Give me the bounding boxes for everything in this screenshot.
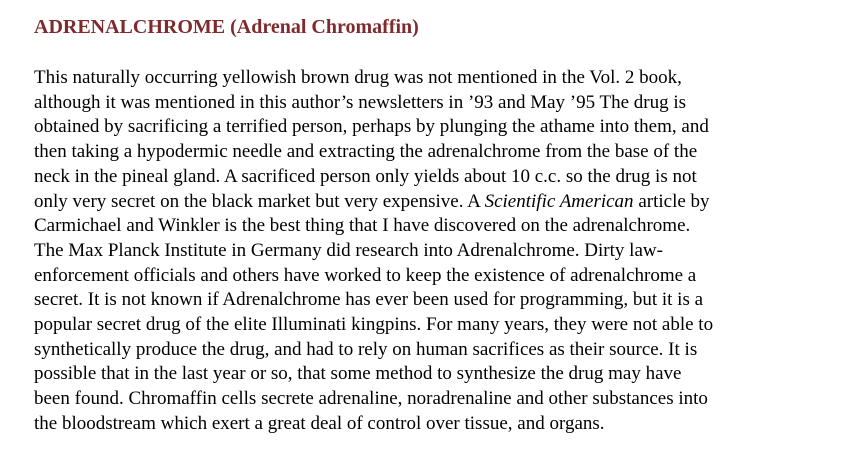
paragraph-line-15: the bloodstream which exert a great deal of control over tissue, and organs. bbox=[34, 412, 605, 434]
paragraph-line-10: secret. It is not known if Adrenalchrome has ever been used for programming, but it is a bbox=[34, 289, 704, 311]
paragraph-line-6 bbox=[34, 190, 834, 215]
paragraph-line-6-lead: only very secret on the black market but very expensive. A bbox=[34, 190, 480, 212]
paragraph-line-13: possible that in the last year or so, that some method to synthesize the drug may have bbox=[34, 363, 682, 385]
paragraph-line-6-tail: article by bbox=[633, 190, 710, 212]
paragraph-line-1: This naturally occurring yellowish brown drug was not mentioned in the Vol. 2 book, bbox=[34, 67, 682, 88]
paragraph-line-11: popular secret drug of the elite Illuminati kingpins. For many years, they were not able to bbox=[34, 314, 714, 336]
paragraph-line-5: neck in the pineal gland. A sacrificed person only yields about 10 c.c. so the drug is not bbox=[34, 165, 697, 187]
paragraph-line-2: although it was mentioned in this author’s newsletters in ’93 and May ’95 The drug is bbox=[34, 91, 687, 113]
magazine-title: Scientific American bbox=[484, 190, 634, 212]
document-paragraph bbox=[34, 66, 834, 437]
paragraph-line-8: The Max Planck Institute in Germany did research into Adrenalchrome. Dirty law- bbox=[34, 239, 663, 261]
paragraph-line-14: been found. Chromaffin cells secrete adrenaline, noradrenaline and other substances into bbox=[34, 388, 708, 410]
paragraph-line-4: then taking a hypodermic needle and extracting the adrenalchrome from the base of the bbox=[34, 141, 698, 163]
paragraph-line-7: Carmichael and Winkler is the best thing that I have discovered on the adrenalchrome. bbox=[34, 215, 691, 237]
paragraph-line-3: obtained by sacrificing a terrified person, perhaps by plunging the athame into them, and bbox=[34, 116, 709, 138]
document-heading: ADRENALCHROME (Adrenal Chromaffin) bbox=[34, 16, 419, 38]
paragraph-line-9: enforcement officials and others have worked to keep the existence of adrenalchrome a bbox=[34, 264, 697, 286]
paragraph-line-12: synthetically produce the drug, and had to rely on human sacrifices as their source. It is bbox=[34, 338, 698, 360]
